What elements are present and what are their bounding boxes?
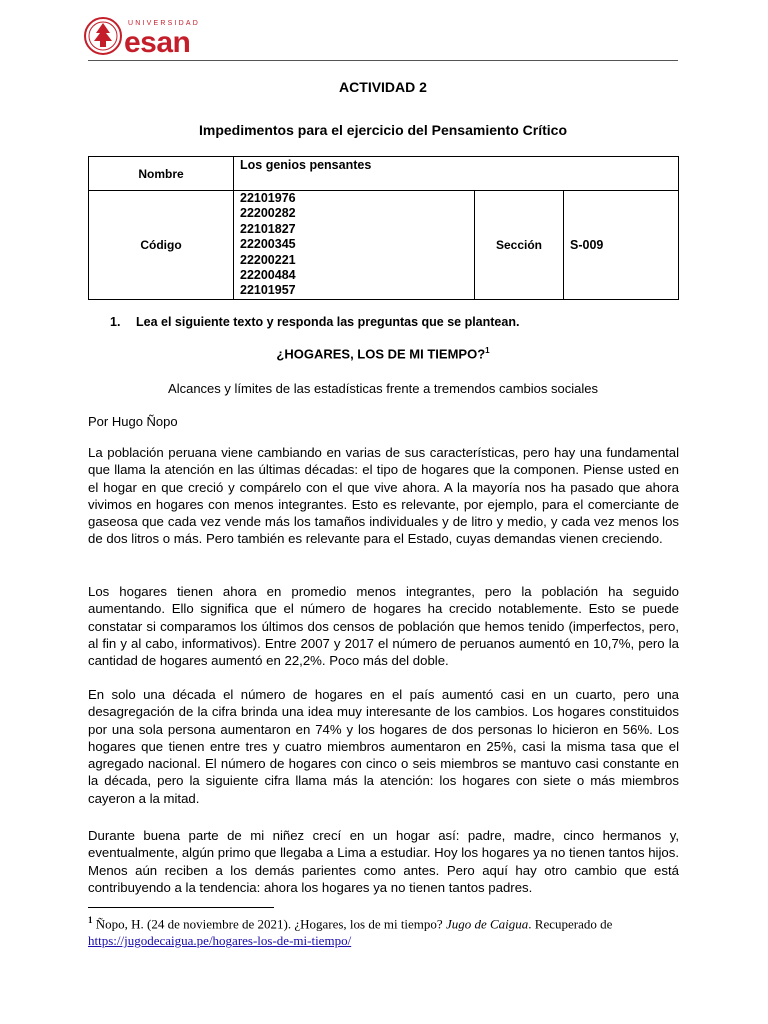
name-label: Nombre xyxy=(89,157,234,191)
article-paragraph: La población peruana viene cambiando en varias de sus características, pero hay una fundamental que llama la atención en las últimas décadas: el tipo de hogares que la componen. Piense usted en el hogar en que creció y compárelo con el que vive ahora. A la mayoría nos ha pasado que ahora vivimos en hogares con menos integrantes. Esto es relevante, por ejemplo, para el comerciante de gaseosa que cada vez vende más los tamaños individuales y de litro y medio, y cada vez menos los de dos litros o más. Pero también es relevante para el Estado, cuyas demandas vienen creciendo. xyxy=(88,445,679,547)
article-title-text: ¿HOGARES, LOS DE MI TIEMPO? xyxy=(276,346,486,362)
footnote-source-title: Jugo de Caigua xyxy=(445,916,529,932)
activity-title: ACTIVIDAD 2 xyxy=(339,79,427,95)
section-label: Sección xyxy=(475,191,564,300)
article-paragraph: Durante buena parte de mi niñez crecí en un hogar así: padre, madre, cinco hermanos y, eventualmente, algún primo que llegaba a Lima a estudiar. Hoy los hogares ya no tienen tantos hijos. Menos aún reciben a los demás parientes como antes. Pero aquí hay otro cambio que está contribuyendo a la tendencia: ahora los hogares ya no tienen tantos padres. xyxy=(88,828,679,895)
question-number: 1. xyxy=(110,315,121,329)
name-value: Los genios pensantes xyxy=(234,157,679,191)
code-list xyxy=(234,191,475,300)
section-value: S-009 xyxy=(564,191,679,300)
tree-emblem-icon xyxy=(84,16,122,56)
code-item: 22101827 xyxy=(240,221,296,236)
university-logo xyxy=(84,16,214,59)
question-text: Lea el siguiente texto y responda las preguntas que se plantean. xyxy=(136,315,520,329)
code-label: Código xyxy=(89,191,234,300)
article-title xyxy=(88,346,678,361)
code-item: 22101957 xyxy=(240,283,296,298)
code-item: 22200345 xyxy=(240,237,296,252)
code-item: 22200282 xyxy=(240,206,296,221)
code-item: 22200221 xyxy=(240,252,296,267)
question-1 xyxy=(110,315,519,329)
logo-university-text: UNIVERSIDAD xyxy=(128,20,201,27)
footnote-text-after: . Recuperado de xyxy=(528,916,613,932)
footnote-link[interactable]: https://jugodecaigua.pe/hogares-los-de-mi-tiempo/ xyxy=(88,933,352,949)
header-divider xyxy=(88,60,678,61)
footnote-ref: 1 xyxy=(485,346,490,355)
footnote xyxy=(88,912,679,949)
code-item: 22200484 xyxy=(240,268,296,283)
logo-esan-text: esan xyxy=(124,26,191,59)
article-paragraph: Los hogares tienen ahora en promedio menos integrantes, pero la población ha seguido aumentando. Ello significa que el número de hogares ha crecido notablemente. Esto se puede constatar si comparamos los últimos dos censos de población que hemos tenido (imperfectos, pero, al fin y al cabo, informativos). Entre 2007 y 2017 el número de peruanos aumentó en 10,7%, pero la cantidad de hogares aumentó en 22,2%. Poco más del doble. xyxy=(88,584,679,669)
footnote-mark: 1 xyxy=(88,915,93,925)
group-info-table xyxy=(88,156,679,300)
article-paragraph: En solo una década el número de hogares en el país aumentó casi en un cuarto, pero una desagregación de la cifra brinda una idea muy interesante de los cambios. Los hogares constituidos por una sola persona aumentaron en 74% y los hogares de dos personas lo hicieron en 56%. Los hogares que tienen entre tres y cuatro miembros aumentaron en 25%, casi la misma tasa que el agregado nacional. El número de hogares con cinco o seis miembros se mantuvo casi constante en la década, pero la siguiente cifra llama más la atención: los hogares con siete o más miembros cayeron a la mitad. xyxy=(88,687,679,806)
footnote-divider xyxy=(88,907,274,908)
footnote-text: Ñopo, H. (24 de noviembre de 2021). ¿Hogares, los de mi tiempo? xyxy=(92,916,446,932)
document-subtitle: Impedimentos para el ejercicio del Pensamiento Crítico xyxy=(198,122,567,138)
code-item: 22101976 xyxy=(240,191,296,205)
article-author: Por Hugo Ñopo xyxy=(88,414,178,429)
article-subtitle: Alcances y límites de las estadísticas frente a tremendos cambios sociales xyxy=(168,381,598,396)
